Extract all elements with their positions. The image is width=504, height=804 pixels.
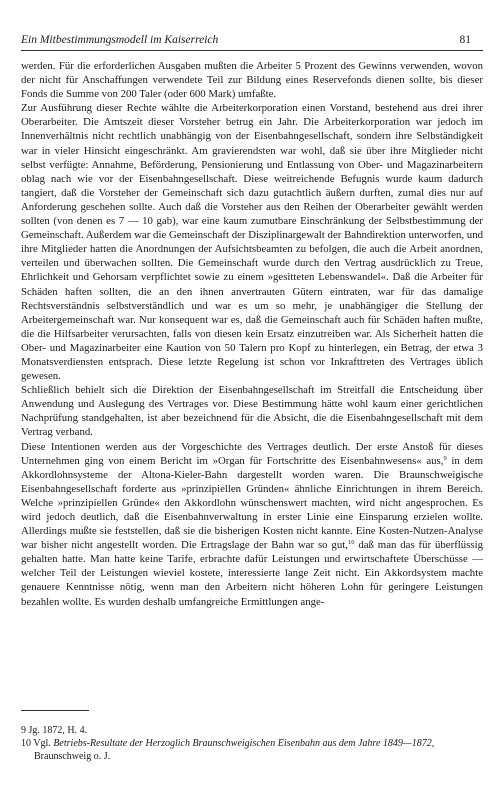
footnote-rule — [21, 710, 89, 711]
footnote-10 — [21, 737, 478, 763]
footnote-10-source-title: Betriebs-Resultate der Herzoglich Braunschweigischen Eisenbahn aus dem Jahre 1849—1872, — [53, 738, 435, 749]
page-number: 81 — [459, 34, 471, 46]
paragraph-3: Schließlich behielt sich die Direktion der Eisenbahngesellschaft im Streitfall die Entscheidung über Anwendung und Auslegung des Vertrages vor. Diese Bestimmung hätte wohl kaum einer gerichtlichen Nachprüfung standgehalten, ist aber bezeichnend für die Absicht, die die Eisenbahngesellschaft mit dem Vertrag verband. — [21, 384, 483, 439]
paragraph-4-part-c: daß man das für überflüssig gehalten hatte. Man hatte keine Tarife, erbrachte dafür Leistungen und erwirtschaftete Überschüsse — welcher Teil der Leistungen wieviel kostete, interessierte lange Zeit nicht. Ein Akkordsystem machte genauere Kenntnisse nötig, wenn man den Arbeitern nicht höheren Lohn für geringere Leistungen bezahlen wollte. Es wurden deshalb umfangreiche Ermittlungen ange- — [21, 539, 483, 608]
footnotes — [21, 724, 478, 763]
footnote-ref-10[interactable]: 10 — [347, 539, 355, 547]
running-header — [21, 34, 483, 46]
footnote-ref-9[interactable]: 9 — [443, 454, 447, 462]
paragraph-4 — [21, 440, 483, 609]
body-text — [21, 59, 483, 609]
paragraph-4-part-a: Diese Intentionen werden aus der Vorgeschichte des Vertrages deutlich. Der erste Anstoß für dieses Unternehmen ging von einem Bericht im »Organ für Fortschritte des Eisenbahnwesens« aus, — [21, 440, 483, 467]
paragraph-2: Zur Ausführung dieser Rechte wählte die Arbeiterkorporation einen Vorstand, bestehend aus drei ihrer Oberarbeiter. Die Amtszeit dieser Vorsteher betrug ein Jahr. Die Arbeiterkorporation war jedoch im Innenverhältnis nicht rechtlich unabhängig von der Eisenbahngesellschaft, sondern ihre Selbständigkeit war in vieler Hinsicht eingeschränkt. Am gravierendsten war wohl, daß sie über ihre Mitglieder nicht selbst verfügte: Annahme, Beförderung, Pensionierung und Entlassung von Ober- und Magazinarbeitern oblag nach wie vor der Eisenbahngesellschaft. Diese weitreichende Befugnis wurde kaum dadurch tangiert, daß die Vorsteher der Gemeinschaft sich dazu gutachtlich äußern durften, zumal dies nur auf Anforderung geschehen sollte. Auch daß die Vorsteher aus den Reihen der Oberarbeiter gewählt werden sollten (von denen es 7 — 10 gab), war eine kaum zumutbare Einschränkung der Selbstbestimmung der Gemeinschaft. Außerdem war die Gemeinschaft der Disziplinargewalt der Bahndirektion unterworfen, und ihre Mitglieder hatten die Anordnungen der Aufsichtsbeamten zu befolgen, die auch die Arbeit anordnen, verteilen und überwachen sollten. Die Gemeinschaft wurde durch den Vertrag ausdrücklich zu Treue, Ehrlichkeit und Gehorsam verpflichtet sowie zu einem »gesitteten Lebenswandel«. Daß die Arbeiter für Schäden haften sollten, die an den ihnen anvertrauten Gütern eintraten, war für das damalige Rechtsverständnis selbstverständlich und war es um so mehr, je unabhängiger die Stellung der Arbeitergemeinschaft war. Nur konsequent war es, daß die Gemeinschaft auch für Schäden haften mußte, die die Hilfsarbeiter verursachten, falls von diesen kein Ersatz einzutreiben war. Als Sicherheit hatten die Ober- und Magazinarbeiter eine Kaution von 50 Talern pro Kopf zu hinterlegen, ein Betrag, der etwa 3 Monatsverdiensten entsprach. Diese letzte Regelung ist schon vor Inkrafttreten des Vertrages üblich gewesen. — [21, 102, 483, 383]
header-rule — [21, 50, 483, 51]
paragraph-1: werden. Für die erforderlichen Ausgaben mußten die Arbeiter 5 Prozent des Gewinns verwenden, wovon der nicht für Anschaffungen verwendete Teil zur Bildung eines Reservefonds dienen sollte, bis dieser Fonds die Summe von 200 Taler (oder 600 Mark) umfaßte. — [21, 60, 483, 101]
running-title: Ein Mitbestimmungsmodell im Kaiserreich — [21, 34, 219, 46]
footnote-9: 9 Jg. 1872, H. 4. — [21, 725, 88, 736]
paragraph-4-part-b: in dem Akkordlohnsysteme der Altona-Kieler-Bahn dargestellt worden waren. Die Braunschweigische Eisenbahngesellschaft forderte aus »prinzipiellen Gründen« ähnliche Einrichtungen in ihrem Bereich. Welche »prinzipiellen Gründe« den Akkordlohn wünschenswert machten, wird nicht angesprochen. Es wird jedoch deutlich, daß die Eisenbahnverwaltung in erster Linie eine Einsparung erzielen wollte. Allerdings mußte sie feststellen, daß sie die bisherigen Kosten nicht kannte. Eine Kosten-Nutzen-Analyse war bisher nicht angestellt worden. Die Ertragslage der Bahn war so gut, — [21, 454, 483, 552]
footnote-10-prefix: 10 Vgl. — [21, 738, 54, 749]
footnote-10-suffix: Braunschweig o. J. — [34, 751, 111, 762]
